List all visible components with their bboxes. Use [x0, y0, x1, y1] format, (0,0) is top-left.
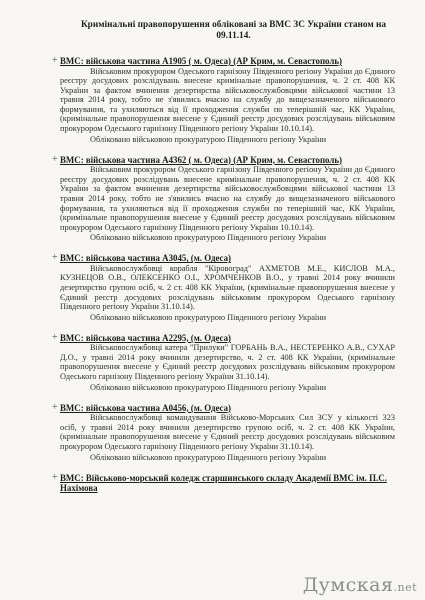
document-title: Кримінальні правопорушення обліковані за ВМС ЗС України станом на 09.11.14.: [80, 20, 387, 41]
entry-appeal: Обліковано військовою прокуратурою Південного регіону України: [90, 452, 327, 462]
entry-heading: ВМС: військова частина А4362 ( м. Одеса) (АР Крим, м. Севастополь): [60, 154, 343, 165]
plus-mark-icon: +: [52, 401, 58, 413]
entry-body: Військовим прокурором Одеського гарнізону Південного регіону України до Єдиного реєстру досудових розслідувань внесене кримінальне правопорушення, ч. 2 ст. 408 КК України за фактом вчинення дезертирства військовослужбовцями військової частини 13 травня 2014 року, тобто не з'явились вчасно на службу до вищезазначеного військового формування, та ухиляються від її проходження служби по теперішній час, КК України, (кримінальне правопорушення внесене у Єдиний реєстр досудових розслідувань військовим прокурором Одеського гарнізону Південного регіону України 10.10.14).: [60, 165, 395, 232]
entry-appeal: Обліковано військовою прокуратурою Південного регіону України: [90, 382, 327, 392]
plus-mark-icon: +: [52, 471, 58, 483]
entry-a3045: [52, 252, 395, 322]
entry-heading: ВМС: військова частина А2295, (м. Одеса): [60, 332, 231, 343]
plus-mark-icon: +: [52, 153, 58, 165]
entry-naval-college: [52, 471, 395, 494]
watermark-suffix: .net: [393, 581, 417, 594]
entry-appeal: Обліковано військовою прокуратурою Південного регіону України: [90, 312, 327, 322]
plus-mark-icon: +: [52, 331, 58, 343]
site-watermark: [303, 574, 417, 596]
entry-heading: ВМС: Військово-морський коледж старшинського складу Академії ВМС ім. П.С. Нахімова: [60, 472, 387, 494]
plus-mark-icon: +: [52, 55, 58, 66]
entry-appeal: Обліковано військовою прокуратурою Південного регіону України: [90, 134, 327, 144]
entry-appeal: Обліковано військовою прокуратурою Південного регіону України: [90, 233, 327, 243]
entry-body: Військовим прокурором Одеського гарнізону Південного регіону України до Єдиного реєстру досудових розслідувань внесене кримінальне правопорушення, ч. 2 ст. 408 КК України за фактом вчинення дезертирства військовослужбовцями військової частини 13 травня 2014 року, тобто не з'явились вчасно на службу до вищезазначеного військового формування, та ухиляються від її проходження служби по теперішній час, КК України, (кримінальне правопорушення внесене у Єдиний реєстр досудових розслідувань військовим прокурором Одеського гарнізону Південного регіону України 10.10.14).: [60, 66, 395, 134]
entry-heading: ВМС: військова частина А0456, (м. Одеса): [60, 402, 231, 413]
entry-a0456: [52, 401, 395, 463]
plus-mark-icon: +: [52, 252, 58, 264]
entry-a1905: [52, 55, 395, 145]
entry-a2295: [52, 331, 395, 393]
entry-body: Військовослужбовці катера "Прилуки" ГОРБАНЬ В.А., НЕСТЕРЕНКО А.В., СУХАР Д.О., у травні 2014 року вчинили дезертирство, ч. 2 ст. 408 КК України, (кримінальне правопорушення внесене у Єдиний реєстр досудових розслідувань військовим прокурором Одеського гарнізону Південного регіону України 31.10.14).: [60, 343, 395, 382]
entry-body: Військовослужбовці корабля "Кіровоград" АХМЕТОВ М.Е., КИСЛОВ М.А., КУЗНЕЦОВ О.В., ОЛЕКСЕНКО О.І., ХРОМЧЕНКОВ В.О., у травні 2014 року вчинили дезертирство групою осіб, ч. 2 ст. 408 КК України, (кримінальне правопорушення внесене у Єдиний реєстр досудових розслідувань військовим прокурором Одеського гарнізону Південного регіону України 31.10.14).: [60, 263, 395, 312]
entry-heading: ВМС: військова частина А3045, (м. Одеса): [60, 253, 231, 264]
entry-body: Військовослужбовці командування Військово-Морських Сил ЗСУ у кількості 323 осіб, у травні 2014 року вчинили дезертирство групою осіб, ч. 2 ст. 408 КК України, (кримінальне правопорушення внесене у Єдиний реєстр досудових розслідувань військовим прокурором Одеського гарнізону Південного регіону України 31.10.14).: [60, 413, 395, 451]
entry-a4362: [52, 153, 395, 244]
watermark-text: Думская: [302, 574, 394, 596]
entry-heading: ВМС: військова частина А1905 ( м. Одеса) (АР Крим, м. Севастополь): [60, 56, 343, 66]
